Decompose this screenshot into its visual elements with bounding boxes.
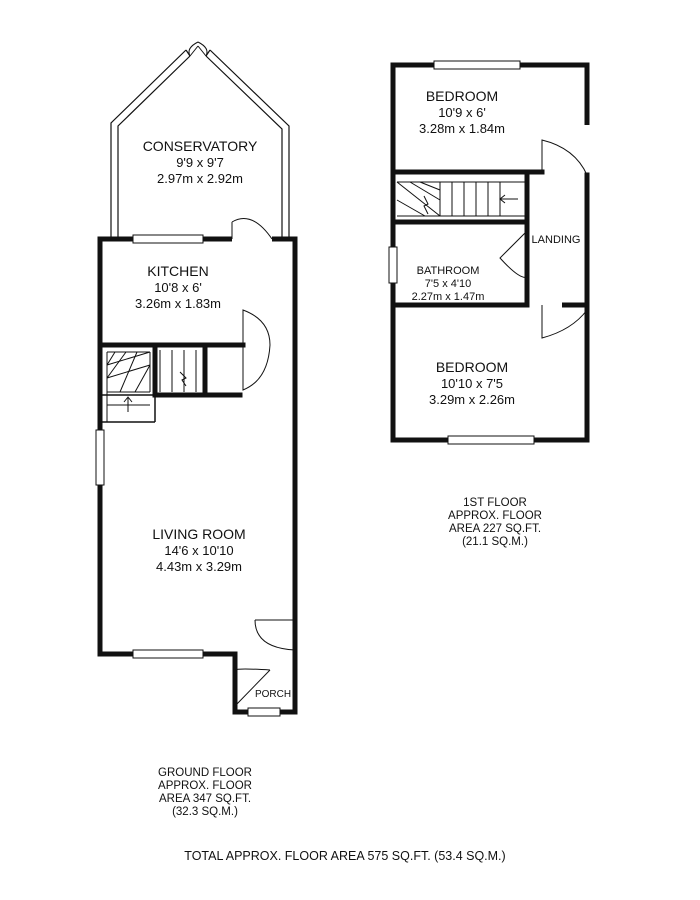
ground-floor-note-line: AREA 347 SQ.FT. <box>158 793 252 805</box>
conservatory-label <box>143 138 258 186</box>
bedroom-1-label <box>419 88 505 136</box>
ground-floor-note-line: APPROX. FLOOR <box>158 780 252 792</box>
ground-floor-note-line: (32.3 SQ.M.) <box>172 806 238 818</box>
kitchen-label <box>135 263 221 311</box>
first-floor-note-line: AREA 227 SQ.FT. <box>448 523 542 535</box>
ground-floor-note-line: GROUND FLOOR <box>158 767 252 779</box>
first-floor-note-line: (21.1 SQ.M.) <box>462 536 528 548</box>
first-floor-note-line: APPROX. FLOOR <box>448 510 542 522</box>
landing-label: LANDING <box>531 234 581 246</box>
conservatory-name: CONSERVATORY <box>142 138 258 154</box>
bedroom-2-label <box>429 359 515 407</box>
first-floor-note-line: 1ST FLOOR <box>463 497 527 509</box>
ground-floor-area-note <box>130 767 280 819</box>
conservatory-imperial: 9'9 x 9'7 <box>176 155 224 170</box>
ground-doors <box>232 218 295 706</box>
bedroom-1-name: BEDROOM <box>425 88 499 104</box>
first-floor-area-note <box>420 497 570 549</box>
ground-staircase <box>107 350 196 422</box>
living-room-imperial: 14'6 x 10'10 <box>164 543 234 558</box>
bathroom-name: BATHROOM <box>416 265 480 277</box>
bedroom-1-metric: 3.28m x 1.84m <box>419 121 505 136</box>
ground-floor <box>96 42 295 716</box>
bathroom-imperial: 7'5 x 4'10 <box>424 278 472 290</box>
total-area-note: TOTAL APPROX. FLOOR AREA 575 SQ.FT. (53.4 SQ.M.) <box>184 849 506 863</box>
living-room-metric: 4.43m x 3.29m <box>156 559 242 574</box>
kitchen-metric: 3.26m x 1.83m <box>135 296 221 311</box>
bedroom-2-imperial: 10'10 x 7'5 <box>440 376 504 391</box>
kitchen-name: KITCHEN <box>147 263 209 279</box>
bathroom-metric: 2.27m x 1.47m <box>411 291 485 303</box>
bedroom-2-name: BEDROOM <box>435 359 509 375</box>
conservatory-metric: 2.97m x 2.92m <box>157 171 243 186</box>
bathroom-label <box>412 265 485 303</box>
first-floor <box>389 61 587 444</box>
first-staircase <box>397 182 525 216</box>
living-room-label <box>152 526 245 574</box>
conservatory-doors <box>189 42 207 56</box>
bedroom-2-metric: 3.29m x 2.26m <box>429 392 515 407</box>
kitchen-imperial: 10'8 x 6' <box>154 280 202 295</box>
bedroom-1-imperial: 10'9 x 6' <box>438 105 486 120</box>
porch-label: PORCH <box>254 689 292 700</box>
living-room-name: LIVING ROOM <box>152 526 246 542</box>
